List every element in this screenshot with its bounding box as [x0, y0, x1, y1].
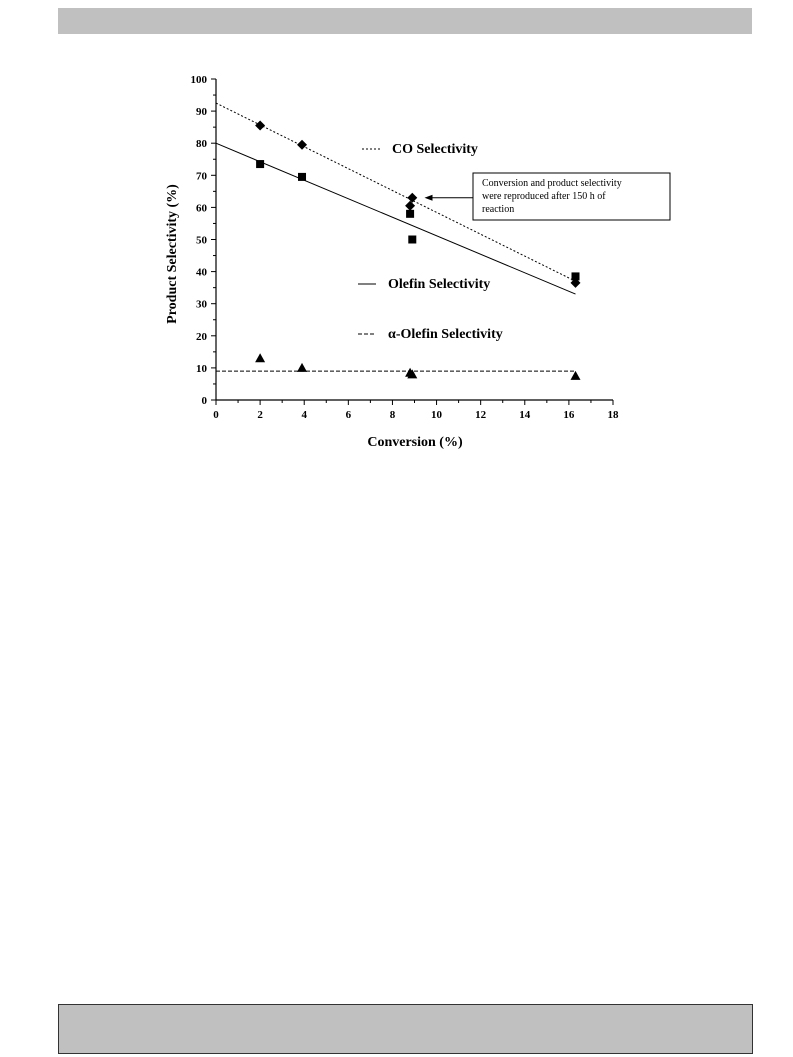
y-tick-label: 0: [201, 395, 207, 407]
data-point-square: [406, 210, 414, 218]
annotation-arrow-head: [425, 195, 433, 201]
y-tick-label: 70: [196, 170, 207, 183]
x-tick-label: 10: [431, 409, 443, 421]
y-axis-title: Product Selectivity (%): [165, 184, 180, 324]
y-tick-label: 30: [196, 298, 207, 311]
x-tick-label: 14: [519, 409, 531, 421]
data-point-diamond: [297, 140, 307, 150]
data-point-diamond: [405, 201, 415, 211]
y-tick-label: 50: [196, 234, 207, 247]
annotation-line: were reproduced after 150 h of: [482, 191, 606, 202]
y-tick-label: 10: [196, 362, 207, 375]
y-tick-label: 40: [196, 266, 207, 279]
footer-box: [58, 1004, 753, 1054]
y-tick-label: 60: [196, 202, 207, 215]
legend-label-triangle: α-Olefin Selectivity: [388, 327, 503, 342]
x-tick-label: 4: [301, 409, 307, 421]
data-point-square: [408, 236, 416, 244]
legend-label-diamond: CO Selectivity: [392, 142, 478, 157]
y-tick-label: 20: [196, 330, 207, 343]
y-tick-label: 80: [196, 138, 207, 151]
data-point-triangle: [571, 371, 581, 380]
x-axis-title: Conversion (%): [367, 435, 463, 450]
annotation-line: Conversion and product selectivity: [482, 178, 622, 189]
x-tick-label: 2: [257, 409, 263, 421]
x-tick-label: 16: [563, 409, 575, 421]
data-point-square: [298, 173, 306, 181]
y-tick-label: 100: [190, 74, 207, 86]
x-tick-label: 18: [607, 409, 619, 421]
x-tick-label: 6: [345, 409, 352, 421]
data-point-square: [572, 272, 580, 280]
data-point-diamond: [255, 121, 265, 131]
x-tick-label: 8: [389, 409, 396, 421]
x-tick-label: 12: [475, 409, 487, 421]
data-point-triangle: [297, 363, 307, 372]
data-point-diamond: [407, 193, 417, 203]
legend-label-square: Olefin Selectivity: [388, 277, 491, 292]
annotation-line: reaction: [482, 204, 515, 215]
data-point-triangle: [255, 353, 265, 362]
data-point-square: [256, 160, 264, 168]
x-tick-label: 0: [213, 409, 219, 421]
y-tick-label: 90: [196, 106, 207, 119]
